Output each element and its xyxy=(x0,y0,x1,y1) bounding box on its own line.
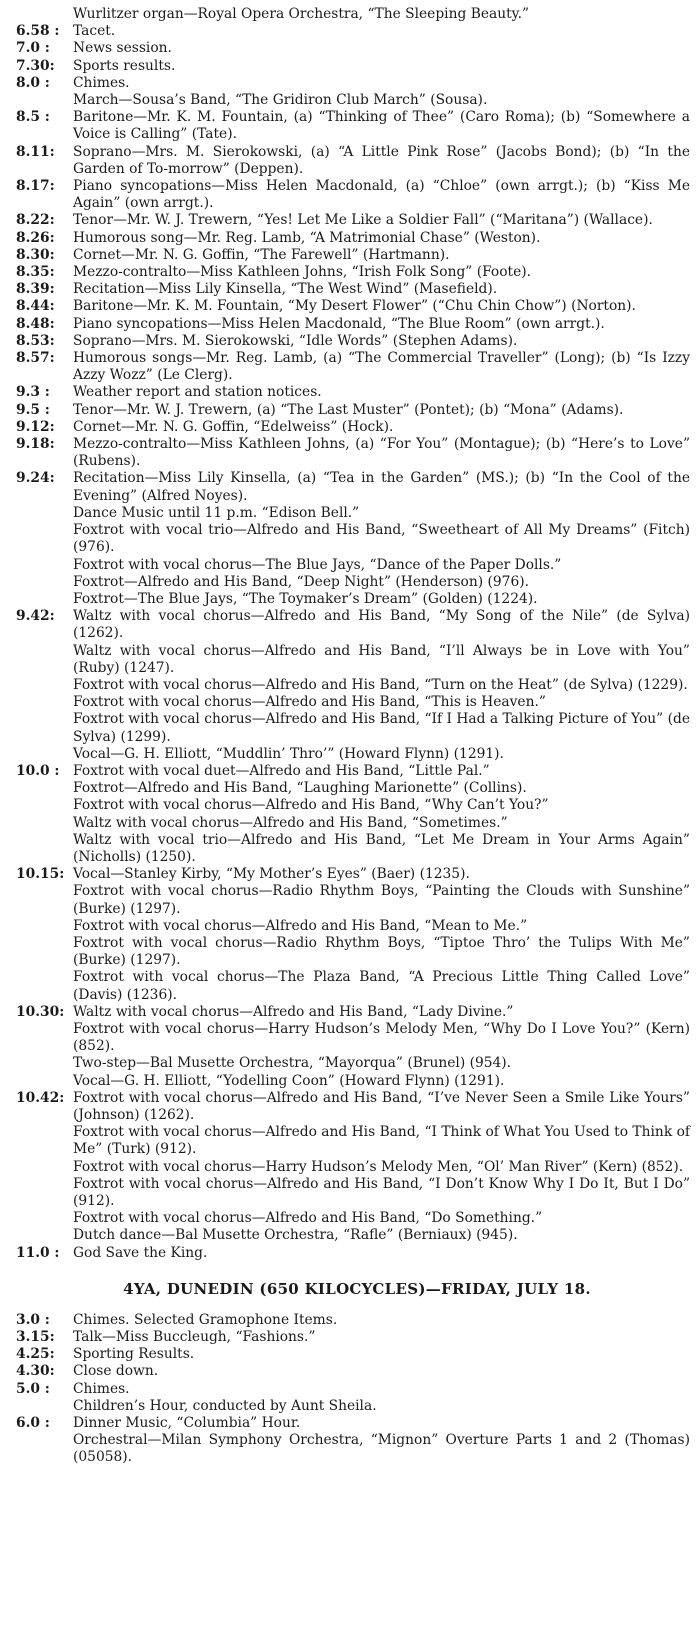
entry-time: 4.25: xyxy=(16,1346,55,1363)
entry-text: News session. xyxy=(73,40,172,57)
programme-entry xyxy=(0,264,694,281)
entry-text: Two-step—Bal Musette Orchestra, “Mayorqua” (Brunel) (954). xyxy=(73,1055,512,1072)
entry-text: Waltz with vocal chorus—Alfredo and His Band, “Sometimes.” xyxy=(73,814,508,831)
entry-time: 11.0 : xyxy=(16,1244,60,1261)
entry-text: Foxtrot with vocal trio—Alfredo and His Band, “Sweetheart of All My Dreams” (Fitch) (976). xyxy=(73,522,690,556)
entry-time: 8.48: xyxy=(16,315,55,332)
entry-text: Chimes. Selected Gramophone Items. xyxy=(73,1311,338,1328)
programme-entry xyxy=(0,1398,694,1415)
entry-text: Sporting Results. xyxy=(73,1346,195,1363)
programme-entry xyxy=(0,883,694,917)
entry-text: Foxtrot with vocal chorus—Alfredo and His Band, “Why Can’t You?” xyxy=(73,797,549,814)
entry-text: Waltz with vocal trio—Alfredo and His Band, “Let Me Dream in Your Arms Again” (Nicholls) (1250). xyxy=(73,831,690,865)
entry-time: 10.30: xyxy=(16,1003,65,1020)
programme-entry xyxy=(0,1176,694,1210)
entry-text: Waltz with vocal chorus—Alfredo and His Band, “Lady Divine.” xyxy=(73,1003,514,1020)
programme-entry xyxy=(0,574,694,591)
entry-time: 10.15: xyxy=(16,866,65,883)
programme-entry xyxy=(0,212,694,229)
programme-entry xyxy=(0,1329,694,1346)
programme-entry xyxy=(0,677,694,694)
programme-entry xyxy=(0,935,694,969)
entry-text: Foxtrot—The Blue Jays, “The Toymaker’s Dream” (Golden) (1224). xyxy=(73,590,538,607)
programme-entry xyxy=(0,92,694,109)
programme-entry xyxy=(0,866,694,883)
entry-text: Mezzo-contralto—Miss Kathleen Johns, “Irish Folk Song” (Foote). xyxy=(73,264,532,281)
entry-text: Foxtrot with vocal chorus—Alfredo and His Band, “Turn on the Heat” (de Sylva) (1229). xyxy=(73,676,688,693)
programme-entry xyxy=(0,694,694,711)
programme-entry xyxy=(0,419,694,436)
programme-entry xyxy=(0,797,694,814)
entry-text: Dinner Music, “Columbia” Hour. xyxy=(73,1415,301,1432)
programme-entry xyxy=(0,1004,694,1021)
programme-section-4ya-dunedin xyxy=(0,1312,694,1467)
station-heading: 4YA, DUNEDIN (650 KILOCYCLES)—FRIDAY, JULY 18. xyxy=(123,1279,591,1298)
entry-time: 10.42: xyxy=(16,1089,65,1106)
entry-text: Mezzo-contralto—Miss Kathleen Johns, (a) “For You” (Montague); (b) “Here’s to Love” (Rubens). xyxy=(73,436,690,470)
programme-entry xyxy=(0,1090,694,1124)
programme-entry xyxy=(0,6,694,23)
entry-time: 8.11: xyxy=(16,143,55,160)
entry-time: 6.58 : xyxy=(16,23,60,40)
programme-entry xyxy=(0,40,694,57)
entry-time: 8.44: xyxy=(16,298,55,315)
entry-time: 8.0 : xyxy=(16,74,50,91)
entry-text: Vocal—G. H. Elliott, “Muddlin’ Thro’” (Howard Flynn) (1291). xyxy=(73,745,504,762)
programme-entry xyxy=(0,557,694,574)
entry-text: Wurlitzer organ—Royal Opera Orchestra, “The Sleeping Beauty.” xyxy=(73,6,530,22)
entry-time: 8.30: xyxy=(16,246,55,263)
entry-text: Foxtrot with vocal chorus—Alfredo and His Band, “This is Heaven.” xyxy=(73,694,546,711)
entry-text: Recitation—Miss Lily Kinsella, (a) “Tea in the Garden” (MS.); (b) “In the Cool of the Evening” (Alfred Noyes). xyxy=(73,470,690,504)
entry-text: Soprano—Mrs. M. Sierokowski, “Idle Words” (Stephen Adams). xyxy=(73,332,518,349)
entry-text: Foxtrot with vocal chorus—Alfredo and His Band, “I’ve Never Seen a Smile Like Yours” (Johnson) (1262). xyxy=(73,1089,690,1123)
entry-text: Humorous songs—Mr. Reg. Lamb, (a) “The Commercial Traveller” (Long); (b) “Is Izzy Azzy Wozz” (Le Clerg). xyxy=(73,350,690,384)
entry-time: 7.0 : xyxy=(16,40,50,57)
entry-text: Waltz with vocal chorus—Alfredo and His Band, “My Song of the Nile” (de Sylva) (1262). xyxy=(73,608,690,642)
programme-entry xyxy=(0,969,694,1003)
entry-time: 9.5 : xyxy=(16,401,50,418)
programme-entry xyxy=(0,780,694,797)
programme-entry xyxy=(0,281,694,298)
entry-text: Dutch dance—Bal Musette Orchestra, “Rafle” (Berniaux) (945). xyxy=(73,1227,518,1244)
programme-entry xyxy=(0,230,694,247)
entry-text: Recitation—Miss Lily Kinsella, “The West Wind” (Masefield). xyxy=(73,281,498,298)
entry-time: 8.22: xyxy=(16,212,55,229)
entry-text: Tenor—Mr. W. J. Trewern, “Yes! Let Me Like a Soldier Fall” (“Maritana”) (Wallace). xyxy=(73,212,653,229)
entry-text: Tenor—Mr. W. J. Trewern, (a) “The Last Muster” (Pontet); (b) “Mona” (Adams). xyxy=(73,401,624,418)
programme-entry xyxy=(0,436,694,470)
programme-entry xyxy=(0,1210,694,1227)
entry-time: 8.17: xyxy=(16,178,55,195)
programme-entry xyxy=(0,470,694,504)
entry-text: Foxtrot with vocal chorus—The Plaza Band, “A Precious Little Thing Called Love” (Davis) (1236). xyxy=(73,969,690,1003)
entry-text: March—Sousa’s Band, “The Gridiron Club March” (Sousa). xyxy=(73,92,488,109)
programme-entry xyxy=(0,1245,694,1262)
entry-time: 9.24: xyxy=(16,470,55,487)
programme-entry xyxy=(0,58,694,75)
entry-text: Foxtrot—Alfredo and His Band, “Laughing Marionette” (Collins). xyxy=(73,780,527,797)
entry-text: Foxtrot with vocal chorus—The Blue Jays, “Dance of the Paper Dolls.” xyxy=(73,556,562,573)
programme-entry xyxy=(0,1073,694,1090)
programme-entry xyxy=(0,1381,694,1398)
programme-entry xyxy=(0,384,694,401)
entry-text: Soprano—Mrs. M. Sierokowski, (a) “A Little Pink Rose” (Jacobs Bond); (b) “In the Garden of To-morrow” (Deppen). xyxy=(73,143,690,177)
entry-text: Vocal—Stanley Kirby, “My Mother’s Eyes” (Baer) (1235). xyxy=(73,866,470,883)
programme-entry xyxy=(0,350,694,384)
entry-text: Foxtrot with vocal chorus—Radio Rhythm Boys, “Tiptoe Thro’ the Tulips With Me” (Burke) (1297). xyxy=(73,934,690,969)
entry-text: Foxtrot with vocal chorus—Alfredo and His Band, “I Think of What You Used to Think of Me” (Turk) (912). xyxy=(73,1124,690,1158)
entry-text: Close down. xyxy=(73,1363,159,1380)
programme-entry xyxy=(0,815,694,832)
entry-text: Sports results. xyxy=(73,57,176,74)
entry-text: Cornet—Mr. N. G. Goffin, “The Farewell” (Hartmann). xyxy=(73,246,450,263)
entry-text: Dance Music until 11 p.m. “Edison Bell.” xyxy=(73,504,360,521)
programme-entry xyxy=(0,522,694,556)
entry-text: Weather report and station notices. xyxy=(73,384,322,401)
programme-entry xyxy=(0,1415,694,1432)
entry-text: God Save the King. xyxy=(73,1244,208,1261)
entry-time: 8.53: xyxy=(16,332,55,349)
programme-entry xyxy=(0,109,694,143)
entry-time: 9.3 : xyxy=(16,384,50,401)
programme-entry xyxy=(0,247,694,264)
programme-entry xyxy=(0,1432,694,1466)
entry-time: 8.57: xyxy=(16,350,55,367)
entry-text: Children’s Hour, conducted by Aunt Sheila. xyxy=(73,1397,377,1414)
entry-text: Foxtrot with vocal chorus—Alfredo and His Band, “Mean to Me.” xyxy=(73,917,528,934)
programme-entry xyxy=(0,643,694,677)
entry-text: Chimes. xyxy=(73,74,130,91)
entry-text: Foxtrot with vocal chorus—Alfredo and His Band, “Do Something.” xyxy=(73,1210,543,1227)
entry-text: Talk—Miss Buccleugh, “Fashions.” xyxy=(73,1329,316,1346)
entry-time: 9.18: xyxy=(16,436,55,453)
entry-time: 3.15: xyxy=(16,1329,55,1346)
programme-entry xyxy=(0,333,694,350)
entry-time: 7.30: xyxy=(16,57,55,74)
entry-text: Foxtrot—Alfredo and His Band, “Deep Night” (Henderson) (976). xyxy=(73,573,529,590)
programme-entry xyxy=(0,1227,694,1244)
programme-entry xyxy=(0,918,694,935)
entry-text: Orchestral—Milan Symphony Orchestra, “Mignon” Overture Parts 1 and 2 (Thomas) (05058). xyxy=(73,1432,690,1466)
programme-entry xyxy=(0,23,694,40)
entry-text: Foxtrot with vocal chorus—Harry Hudson’s Melody Men, “Ol’ Man River” (Kern) (852). xyxy=(73,1158,684,1175)
entry-time: 8.39: xyxy=(16,281,55,298)
programme-entry xyxy=(0,1159,694,1176)
entry-text: Humorous song—Mr. Reg. Lamb, “A Matrimonial Chase” (Weston). xyxy=(73,229,541,246)
programme-entry xyxy=(0,402,694,419)
entry-time: 8.5 : xyxy=(16,109,50,126)
programme-entry xyxy=(0,298,694,315)
programme-entry xyxy=(0,1055,694,1072)
entry-time: 8.35: xyxy=(16,264,55,281)
entry-time: 4.30: xyxy=(16,1363,55,1380)
entry-text: Baritone—Mr. K. M. Fountain, (a) “Thinking of Thee” (Caro Roma); (b) “Somewhere a Voice is Calling” (Tate). xyxy=(73,109,690,143)
programme-section-4ya-prior xyxy=(0,6,694,1262)
entry-text: Tacet. xyxy=(73,23,116,40)
programme-entry xyxy=(0,608,694,642)
programme-entry xyxy=(0,1124,694,1158)
entry-text: Cornet—Mr. N. G. Goffin, “Edelweiss” (Hock). xyxy=(73,418,394,435)
entry-time: 8.26: xyxy=(16,229,55,246)
programme-entry xyxy=(0,178,694,212)
entry-text: Baritone—Mr. K. M. Fountain, “My Desert Flower” (“Chu Chin Chow”) (Norton). xyxy=(73,298,636,315)
programme-entry xyxy=(0,144,694,178)
programme-entry xyxy=(0,505,694,522)
entry-text: Foxtrot with vocal duet—Alfredo and His Band, “Little Pal.” xyxy=(73,762,490,779)
programme-entry xyxy=(0,1346,694,1363)
programme-entry xyxy=(0,75,694,92)
entry-time: 3.0 : xyxy=(16,1311,50,1328)
entry-text: Foxtrot with vocal chorus—Harry Hudson’s Melody Men, “Why Do I Love You?” (Kern) (852). xyxy=(73,1020,690,1055)
programme-entry xyxy=(0,1021,694,1055)
programme-entry xyxy=(0,763,694,780)
entry-time: 9.42: xyxy=(16,608,55,625)
entry-time: 6.0 : xyxy=(16,1415,50,1432)
entry-time: 10.0 : xyxy=(16,762,60,779)
entry-text: Piano syncopations—Miss Helen Macdonald, (a) “Chloe” (own arrgt.); (b) “Kiss Me Again” (own arrgt.). xyxy=(73,178,690,212)
entry-text: Foxtrot with vocal chorus—Alfredo and His Band, “I Don’t Know Why I Do It, But I Do” (912). xyxy=(73,1175,690,1210)
entry-text: Chimes. xyxy=(73,1380,130,1397)
programme-entry xyxy=(0,832,694,866)
entry-text: Vocal—G. H. Elliott, “Yodelling Coon” (Howard Flynn) (1291). xyxy=(73,1072,505,1089)
programme-entry xyxy=(0,711,694,745)
programme-entry xyxy=(0,1363,694,1380)
programme-entry xyxy=(0,746,694,763)
entry-text: Waltz with vocal chorus—Alfredo and His Band, “I’ll Always be in Love with You” (Ruby) (1247). xyxy=(73,642,690,676)
programme-entry xyxy=(0,1312,694,1329)
programme-entry xyxy=(0,591,694,608)
entry-text: Foxtrot with vocal chorus—Radio Rhythm Boys, “Painting the Clouds with Sunshine” (Burke) (1297). xyxy=(73,883,690,917)
entry-text: Piano syncopations—Miss Helen Macdonald, “The Blue Room” (own arrgt.). xyxy=(73,315,605,332)
programme-entry xyxy=(0,316,694,333)
entry-time: 9.12: xyxy=(16,418,55,435)
entry-time: 5.0 : xyxy=(16,1380,50,1397)
entry-text: Foxtrot with vocal chorus—Alfredo and His Band, “If I Had a Talking Picture of You” (de Sylva) (1299). xyxy=(73,711,690,745)
